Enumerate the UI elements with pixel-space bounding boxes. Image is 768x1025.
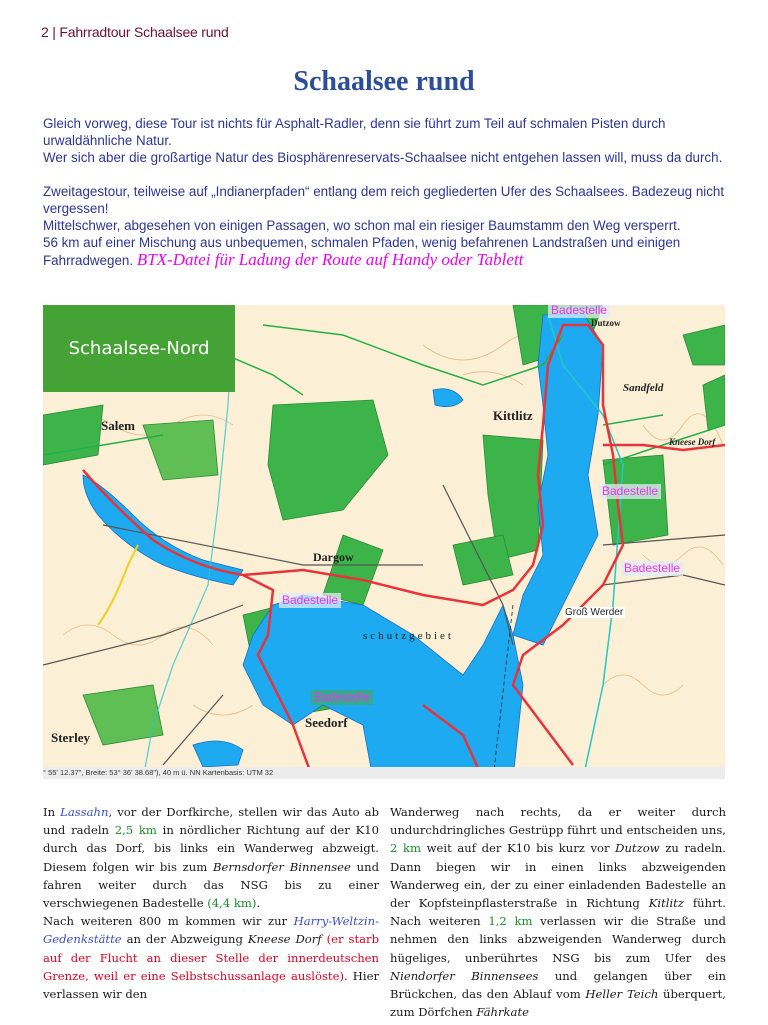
text: Nach weiteren 800 m kommen wir zur <box>43 914 294 929</box>
map-place-sandfeld: Sandfeld <box>623 382 664 394</box>
map-region-label-box <box>43 305 235 392</box>
intro-paragraph: Zweitagestour, teilweise auf „Indianerpfaden“ entlang dem reich gegliederten Ufer des Schaalsees. Badezeug nicht vergessen! <box>43 184 725 216</box>
btx-download-link[interactable]: BTX-Datei für Ladung der Route auf Handy oder Tablett <box>136 250 524 269</box>
distance: 2 km <box>390 841 421 856</box>
text: . Hier verlassen wir den <box>43 968 380 1002</box>
historical-note: (er starb auf der Flucht an dieser Stelle der innerdeutschen Grenze, weil er eine Selbstschussanlage auslöste) <box>43 932 379 983</box>
body-paragraph <box>43 912 379 1003</box>
text: In <box>43 805 61 819</box>
distance: 2,5 km <box>114 823 157 838</box>
map-badestelle-label: Badestelle <box>621 561 683 576</box>
map-place-sterley: Sterley <box>51 730 90 745</box>
text: überquert, zum Dörfchen <box>390 987 726 1020</box>
place-name: Niendorfer Binnensees <box>390 968 539 983</box>
map-place-salem: Salem <box>101 418 135 433</box>
map-place-kittlitz: Kittlitz <box>493 408 533 423</box>
map-status-bar: ° 55' 12.37", Breite: 53° 36' 38.68"), 40 m ü. NN Kartenbasis: UTM 32 <box>43 767 725 779</box>
text: und fahren weiter durch das NSG bis zu einer verschwiegenen Badestelle <box>43 859 379 911</box>
place-name: Kneese Dorf <box>247 932 322 947</box>
map-place-dutzow: Dutzow <box>591 318 621 328</box>
place-name: Kitlitz <box>648 896 684 911</box>
text: . <box>256 896 261 911</box>
place-name: Bernsdorfer Binnensee <box>212 859 351 874</box>
text: , vor der Dorfkirche, stellen wir das Auto ab und radeln <box>43 805 379 838</box>
body-column-right <box>390 803 726 1021</box>
place-name: Fährkate <box>476 1005 529 1020</box>
map-badestelle-label: Badestelle <box>311 690 373 705</box>
map-place-dargow: Dargow <box>313 550 354 564</box>
text: führt. Nach weiteren <box>390 896 726 929</box>
map-badestelle-label: Badestelle <box>599 484 661 499</box>
route-map <box>43 305 725 779</box>
body-paragraph <box>43 803 379 912</box>
text: Wanderweg nach rechts, da er weiter durch undurchdringliches Gestrüpp führt und entscheiden uns, <box>390 805 726 838</box>
text: in nördlicher Richtung auf der K10 durch das Dorf, bis links ein Wanderweg abzweigt. Diesem folgen wir bis zum <box>43 823 379 874</box>
map-place-seedorf: Seedorf <box>305 715 348 730</box>
place-link-lassahn[interactable]: Lassahn <box>60 805 109 819</box>
map-place-gross-werder: Groß Werder <box>565 607 624 618</box>
intro-paragraph: Gleich vorweg, diese Tour ist nichts für Asphalt-Radler, denn sie führt zum Teil auf schmalen Pisten durch urwaldähnliche Natur. <box>43 116 666 148</box>
body-paragraph <box>390 803 726 1021</box>
text: verlassen wir die Straße und nehmen den links abzweigenden Wanderweg durch hügeliges, unberührtes NSG bis zum Ufer des <box>390 914 726 965</box>
map-place-kneese-dorf: Kneese Dorf <box>669 437 716 447</box>
map-place-schutzgebiet: schutzgebiet <box>363 630 454 642</box>
intro-paragraph <box>43 234 731 269</box>
map-region-label: Schaalsee-Nord <box>68 338 210 359</box>
place-name: Heller Teich <box>585 987 659 1002</box>
text: zu radeln. Dann biegen wir in einen links abzweigenden Wanderweg ein, der zu einer einladenden Badestelle an der Kopfsteinpflasterstraße in Richtung <box>390 841 726 911</box>
intro-text-span: 56 km auf einer Mischung aus unbequemen, schmalen Pfaden, wenig befahrenen Landstraßen und einigen Fahrradwegen. <box>43 235 681 268</box>
intro-paragraph: Wer sich aber die großartige Natur des Biosphärenreservats-Schaalsee nicht entgehen lassen will, muss da durch. <box>43 150 723 165</box>
intro-text <box>43 115 731 269</box>
body-column-left <box>43 803 379 1003</box>
place-name: Dutzow <box>615 841 660 856</box>
distance: (4,4 km) <box>207 896 257 911</box>
text: an der Abzweigung <box>121 932 248 947</box>
running-head: 2 | Fahrradtour Schaalsee rund <box>41 24 229 40</box>
distance: 1,2 km <box>488 914 533 929</box>
intro-paragraph: Mittelschwer, abgesehen von einigen Passagen, wo schon mal ein riesiger Baumstamm den Weg versperrt. <box>43 218 681 233</box>
map-badestelle-label: Badestelle <box>279 593 341 608</box>
page-title: Schaalsee rund <box>293 66 475 97</box>
text: weit auf der K10 bis kurz vor <box>421 841 616 856</box>
memorial-link[interactable]: Harry-Weltzin-Gedenkstätte <box>43 914 379 947</box>
map-badestelle-label: Badestelle <box>548 305 610 318</box>
text: und gelangen über ein Brückchen, das den Ablauf vom <box>390 968 726 1002</box>
